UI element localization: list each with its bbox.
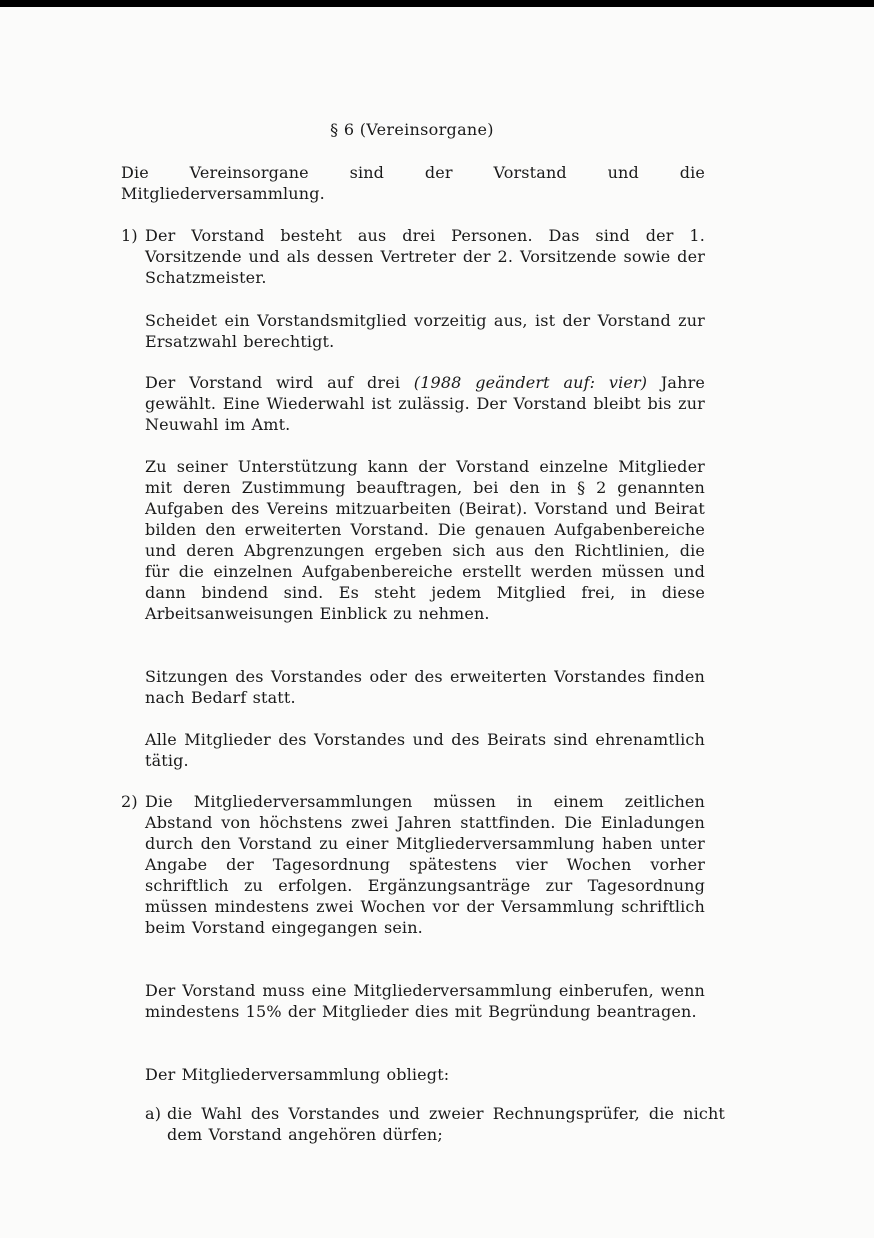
list-item-a-text: die Wahl des Vorstandes und zweier Rechnungsprüfer, die nicht dem Vorstand angehören dürfen; bbox=[167, 1104, 725, 1144]
paragraph-obliegt: Der Mitgliederversammlung obliegt: bbox=[145, 1065, 450, 1084]
paragraph-sitzungen: Sitzungen des Vorstandes oder des erweiterten Vorstandes finden nach Bedarf statt. bbox=[145, 667, 705, 707]
amtszeit-amendment-note: (1988 geändert auf: vier) bbox=[413, 373, 648, 392]
list-item-1-text: Der Vorstand besteht aus drei Personen. Das sind der 1. Vorsitzende und als dessen Vertreter der 2. Vorsitzende sowie der Schatzmeister. bbox=[145, 226, 705, 287]
paragraph-amtszeit bbox=[145, 372, 705, 435]
amtszeit-text-after: Jahre gewählt. Eine Wiederwahl ist zulässig. Der Vorstand bleibt bis zur Neuwahl im Amt. bbox=[145, 373, 705, 434]
list-item-1-number: 1) bbox=[121, 226, 138, 245]
list-item-2 bbox=[121, 791, 705, 938]
paragraph-einberufen: Der Vorstand muss eine Mitgliederversammlung einberufen, wenn mindestens 15% der Mitglieder dies mit Begründung beantragen. bbox=[145, 981, 705, 1021]
scan-top-edge bbox=[0, 0, 874, 7]
list-item-2-text: Die Mitgliederversammlungen müssen in einem zeitlichen Abstand von höchstens zwei Jahren stattfinden. Die Einladungen durch den Vorstand zu einer Mitgliederversammlung haben unter Angabe der Tagesordnung spätestens vier Wochen vorher schriftlich zu erfolgen. Ergänzungsanträge zur Tagesordnung müssen mindestens zwei Wochen vor der Versammlung schriftlich beim Vorstand eingegangen sein. bbox=[145, 792, 705, 937]
intro-paragraph: Die Vereinsorgane sind der Vorstand und die Mitgliederversammlung. bbox=[121, 163, 705, 203]
paragraph-ehrenamt: Alle Mitglieder des Vorstandes und des Beirats sind ehrenamtlich tätig. bbox=[145, 730, 705, 770]
amtszeit-text-before: Der Vorstand wird auf drei bbox=[145, 373, 414, 392]
section-title: § 6 (Vereinsorgane) bbox=[330, 120, 494, 139]
paragraph-unterstuetzung: Zu seiner Unterstützung kann der Vorstand einzelne Mitglieder mit deren Zustimmung beauftragen, bei den in § 2 genannten Aufgaben des Vereins mitzuarbeiten (Beirat). Vorstand und Beirat bilden den erweiterten Vorstand. Die genauen Aufgabenbereiche und deren Abgrenzungen ergeben sich aus den Richtlinien, die für die einzelnen Aufgabenbereiche erstellt werden müssen und dann bindend sind. Es steht jedem Mitglied frei, in diese Arbeitsanweisungen Einblick zu nehmen. bbox=[145, 457, 705, 623]
list-item-2-number: 2) bbox=[121, 792, 138, 811]
list-item-a-letter: a) bbox=[145, 1104, 162, 1123]
list-item-1 bbox=[121, 225, 705, 288]
paragraph-ersatzwahl: Scheidet ein Vorstandsmitglied vorzeitig aus, ist der Vorstand zur Ersatzwahl berechtigt. bbox=[145, 311, 705, 351]
list-item-a bbox=[145, 1103, 725, 1145]
